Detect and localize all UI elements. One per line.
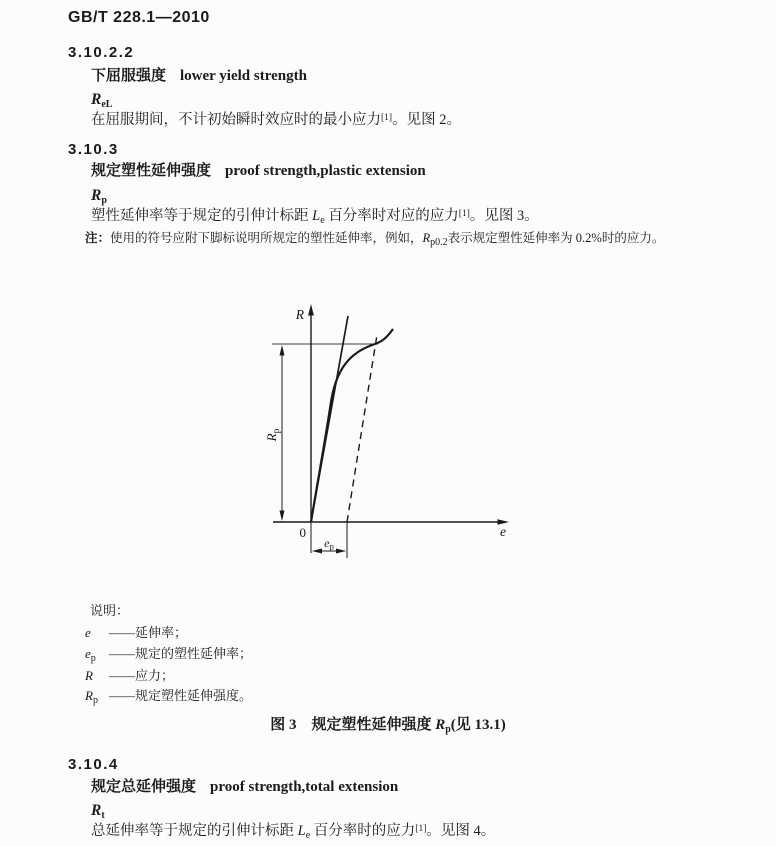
legend-dash: —— — [109, 625, 135, 640]
ep-dimension-arrow-left — [312, 549, 322, 554]
section-number-31022 — [68, 44, 134, 63]
section-number-text: 3.10.2.2 — [68, 44, 135, 61]
y-axis-label: R — [295, 307, 304, 322]
x-axis-label: e — [500, 524, 506, 539]
legend-item-e — [85, 625, 187, 645]
section-number-3104 — [68, 756, 119, 775]
legend-item-R — [85, 668, 174, 688]
symbol-Le: L — [297, 823, 306, 839]
legend-symbol: e — [85, 625, 91, 640]
symbol-Rt — [91, 801, 105, 823]
section-number-text: 3.10.3 — [68, 141, 119, 158]
definition-text: 百分率时对应的应力 — [324, 208, 459, 224]
caption-text: 图 3 规定塑性延伸强度 — [270, 717, 436, 733]
caption-symbol-sub: p — [445, 724, 451, 735]
note-text: 表示规定塑性延伸率为 0.2%时的应力。 — [447, 231, 665, 245]
legend-dash: —— — [109, 668, 135, 683]
note-label: 注： — [85, 231, 111, 245]
symbol-base: R — [91, 187, 102, 204]
term-en: lower yield strength — [180, 68, 307, 84]
note-symbol-sub: p0.2 — [430, 237, 448, 248]
legend-dash: —— — [109, 688, 135, 703]
term-zh: 规定塑性延伸强度 — [91, 163, 212, 179]
figure-3-diagram — [255, 295, 530, 585]
section-number-text: 3.10.4 — [68, 756, 119, 773]
legend-heading — [90, 603, 129, 619]
rp-dimension-label: $R_p$ — [264, 428, 282, 442]
definition-text: 。见图 3。 — [469, 208, 539, 224]
symbol-sub: t — [101, 810, 105, 821]
note-text: 使用的符号应附下脚标说明所规定的塑性延伸率，例如， — [110, 231, 423, 245]
footnote-ref: [1] — [415, 824, 427, 834]
section-title-3103 — [91, 162, 426, 181]
ep-dimension-arrow-right — [336, 549, 346, 554]
offset-dashed-line — [347, 335, 377, 522]
definition-3104 — [91, 822, 495, 843]
definition-31022 — [91, 111, 461, 129]
standard-number-text: GB/T 228.1—2010 — [68, 9, 210, 26]
definition-text: 在屈服期间，不计初始瞬时效应时的最小应力 — [91, 112, 381, 128]
legend-item-ep — [85, 646, 252, 666]
ep-dimension-label: $e_p$ — [324, 536, 334, 552]
legend-text: 应力； — [135, 668, 175, 683]
legend-dash: —— — [109, 646, 135, 661]
footnote-ref: [1] — [458, 209, 470, 219]
definition-text: 。见图 4。 — [426, 823, 496, 839]
symbol-base: R — [91, 802, 102, 819]
section-number-3103 — [68, 141, 119, 160]
legend-text: 规定塑性延伸强度。 — [135, 688, 253, 703]
definition-text: 总延伸率等于规定的引伸计标距 — [91, 823, 298, 839]
legend-item-Rp — [85, 688, 252, 708]
definition-3103 — [91, 207, 539, 228]
symbol-sub: eL — [101, 99, 113, 110]
note-symbol: R — [422, 231, 431, 245]
section-title-31022 — [91, 67, 307, 86]
legend-symbol: e — [85, 646, 91, 661]
legend-symbol-sub: p — [90, 653, 96, 664]
term-zh: 下屈服强度 — [91, 68, 167, 84]
standard-number — [68, 8, 210, 28]
note-3103 — [85, 231, 664, 250]
rp-dimension-arrow-up — [280, 345, 285, 356]
symbol-base: R — [91, 91, 102, 108]
caption-symbol: R — [435, 717, 446, 733]
symbol-Le-sub: e — [320, 215, 325, 226]
symbol-Le: L — [312, 208, 321, 224]
symbol-ReL — [91, 90, 112, 112]
legend-text: 延伸率； — [135, 625, 188, 640]
footnote-ref: [1] — [381, 113, 393, 123]
term-en: proof strength,total extension — [210, 779, 399, 795]
symbol-Rp — [91, 186, 107, 208]
term-zh: 规定总延伸强度 — [91, 779, 197, 795]
rp-dimension-arrow-down — [280, 511, 285, 522]
caption-text: (见 13.1) — [450, 717, 506, 733]
symbol-sub: p — [101, 195, 107, 206]
definition-text: 。见图 2。 — [392, 112, 461, 128]
symbol-Le-sub: e — [305, 830, 311, 841]
legend-symbol-sub: p — [92, 695, 98, 706]
definition-text: 百分率时的应力 — [310, 823, 416, 839]
definition-text: 塑性延伸率等于规定的引伸计标距 — [91, 208, 313, 224]
legend-text: 规定的塑性延伸率； — [135, 646, 253, 661]
legend-symbol: R — [85, 688, 93, 703]
legend-heading-text: 说明： — [90, 603, 130, 618]
y-axis-arrow — [308, 304, 314, 316]
section-title-3104 — [91, 778, 398, 797]
term-en: proof strength,plastic extension — [225, 163, 426, 179]
legend-symbol: R — [85, 668, 93, 683]
figure-caption — [0, 716, 776, 737]
origin-label: 0 — [299, 525, 306, 540]
